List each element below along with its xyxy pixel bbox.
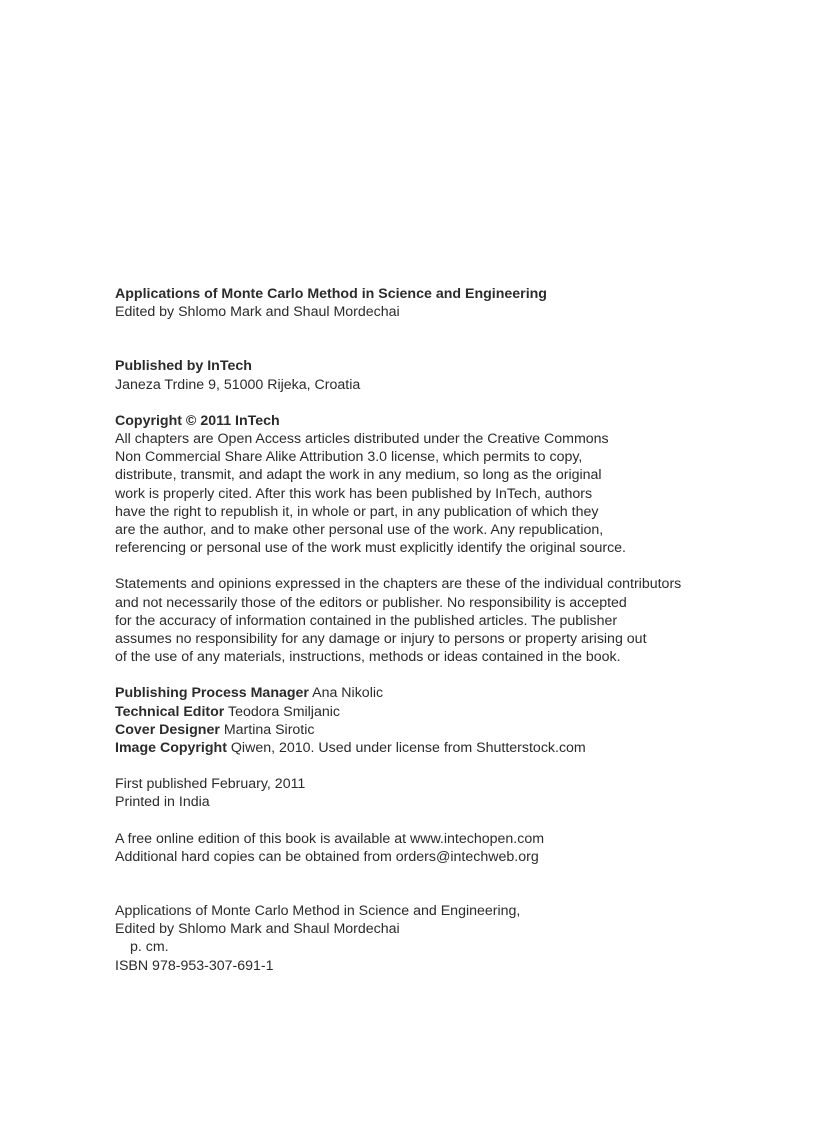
credit-name: Teodora Smiljanic (228, 703, 340, 720)
credit-row (115, 684, 715, 702)
copyright-line: distribute, transmit, and adapt the work in any medium, so long as the original (115, 467, 602, 484)
cataloging-isbn: ISBN 978-953-307-691-1 (115, 957, 274, 974)
title-block (115, 285, 715, 321)
hard-copies: Additional hard copies can be obtained from orders@intechweb.org (115, 848, 539, 865)
publisher-heading: Published by InTech (115, 358, 252, 375)
book-editors: Edited by Shlomo Mark and Shaul Mordechai (115, 304, 400, 321)
disclaimer-line: and not necessarily those of the editors or publisher. No responsibility is accepted (115, 594, 627, 611)
credits-block (115, 684, 715, 757)
online-edition: A free online edition of this book is available at www.intechopen.com (115, 830, 545, 847)
credit-name: Qiwen, 2010. Used under license from Shutterstock.com (230, 740, 586, 757)
disclaimer-line: Statements and opinions expressed in the chapters are these of the individual contributors (115, 576, 682, 593)
copyright-line: Non Commercial Share Alike Attribution 3.0 license, which permits to copy, (115, 449, 583, 466)
disclaimer-line: assumes no responsibility for any damage or injury to persons or property arising out (115, 631, 647, 648)
disclaimer-block (115, 575, 715, 666)
copyright-line: are the author, and to make other personal use of the work. Any republication, (115, 522, 604, 539)
book-title: Applications of Monte Carlo Method in Science and Engineering (115, 286, 547, 302)
cataloging-block (115, 902, 715, 975)
publication-block (115, 775, 715, 811)
cataloging-pages: p. cm. (130, 939, 169, 956)
copyright-page (115, 285, 715, 975)
credit-role: Publishing Process Manager (115, 685, 309, 702)
cataloging-title: Applications of Monte Carlo Method in Science and Engineering, (115, 903, 521, 920)
credit-role: Technical Editor (115, 703, 225, 720)
publisher-address: Janeza Trdine 9, 51000 Rijeka, Croatia (115, 376, 361, 393)
copyright-block (115, 412, 715, 558)
credit-row (115, 739, 715, 757)
copyright-line: All chapters are Open Access articles distributed under the Creative Commons (115, 431, 609, 448)
disclaimer-line: of the use of any materials, instructions, methods or ideas contained in the book. (115, 649, 621, 666)
credit-row (115, 721, 715, 739)
credit-role: Image Copyright (115, 740, 227, 757)
copyright-line: referencing or personal use of the work must explicitly identify the original source. (115, 540, 626, 557)
publisher-block (115, 357, 715, 393)
cataloging-editors: Edited by Shlomo Mark and Shaul Mordechai (115, 921, 400, 938)
printed-in: Printed in India (115, 794, 210, 811)
copyright-heading: Copyright © 2011 InTech (115, 412, 280, 429)
availability-block (115, 830, 715, 866)
copyright-line: work is properly cited. After this work has been published by InTech, authors (115, 485, 593, 502)
copyright-line: have the right to republish it, in whole or part, in any publication of which they (115, 503, 599, 520)
disclaimer-line: for the accuracy of information contained in the published articles. The publisher (115, 612, 618, 629)
credit-row (115, 703, 715, 721)
first-published: First published February, 2011 (115, 776, 306, 793)
credit-role: Cover Designer (115, 721, 220, 738)
credit-name: Ana Nikolic (312, 685, 384, 702)
credit-name: Martina Sirotic (223, 721, 315, 738)
